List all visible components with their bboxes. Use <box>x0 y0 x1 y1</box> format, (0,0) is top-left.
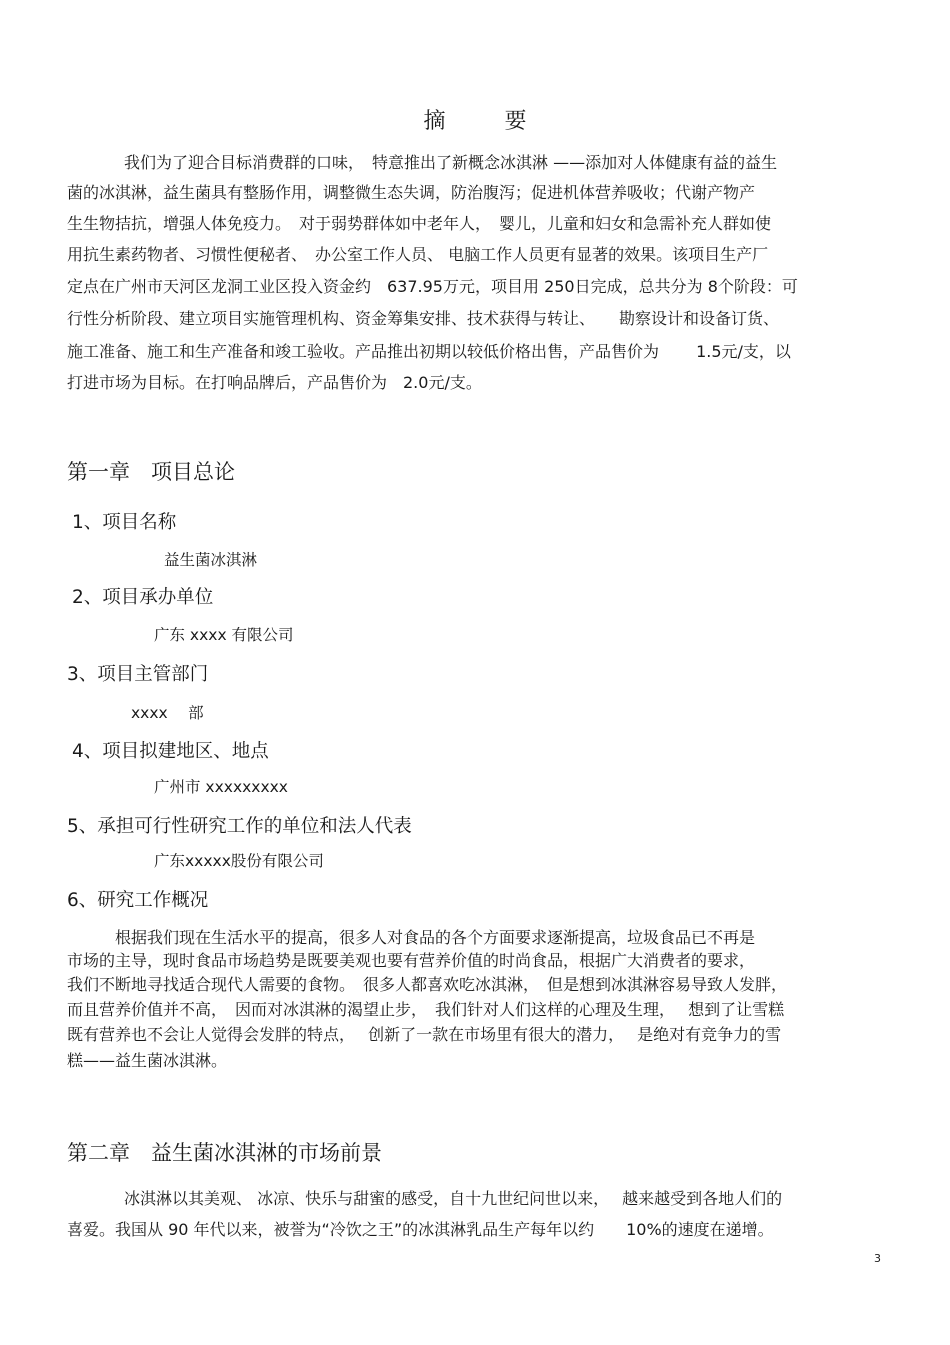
overview-line: 市场的主导，现时食品市场趋势是既要美观也要有营养价值的时尚食品，根据广大消费者的要求， <box>67 951 756 970</box>
abstract-line: 打进市场为目标。在打响品牌后，产品售价为 2.0元/支。 <box>67 373 482 392</box>
section-heading-project-name: 1、项目名称 <box>72 512 177 533</box>
abstract-line: 施工准备、施工和生产准备和竣工验收。产品推出初期以较低价格出售，产品售价为 1.5元/支，以 <box>67 342 791 361</box>
overview-line: 既有营养也不会让人觉得会发胖的特点， 创新了一款在市场里有很大的潜力， 是绝对有竞争力的雪 <box>67 1025 782 1044</box>
section-heading-location: 4、项目拟建地区、地点 <box>72 741 269 762</box>
chapter-1-heading: 第一章 项目总论 <box>67 460 235 484</box>
abstract-line: 菌的冰淇淋，益生菌具有整肠作用，调整微生态失调，防治腹泻；促进机体营养吸收；代谢产物产 <box>67 183 756 202</box>
abstract-line: 定点在广州市天河区龙洞工业区投入资金约 637.95万元，项目用 250日完成，总共分为 8个阶段：可 <box>67 277 798 296</box>
section-value-organizer: 广东 xxxx 有限公司 <box>154 626 294 644</box>
page-number: 3 <box>874 1252 881 1265</box>
chapter-2-heading: 第二章 益生菌冰淇淋的市场前景 <box>67 1141 382 1165</box>
section-heading-authority: 3、项目主管部门 <box>67 664 209 685</box>
overview-line: 而且营养价值并不高， 因而对冰淇淋的渴望止步， 我们针对人们这样的心理及生理， 想到了让雪糕 <box>67 1000 785 1019</box>
section-heading-organizer: 2、项目承办单位 <box>72 587 214 608</box>
overview-line: 我们不断地寻找适合现代人需要的食物。 很多人都喜欢吃冰淇淋， 但是想到冰淇淋容易导致人发胖， <box>67 975 788 994</box>
section-heading-research-unit: 5、承担可行性研究工作的单位和法人代表 <box>67 816 412 837</box>
section-value-location: 广州市 xxxxxxxxx <box>154 778 288 796</box>
overview-line: 根据我们现在生活水平的提高，很多人对食品的各个方面要求逐渐提高，垃圾食品已不再是 <box>115 928 756 947</box>
abstract-line: 我们为了迎合目标消费群的口味， 特意推出了新概念冰淇淋 ——添加对人体健康有益的益生 <box>124 153 778 172</box>
section-value-project-name: 益生菌冰淇淋 <box>164 551 258 569</box>
abstract-line: 用抗生素药物者、习惯性便秘者、 办公室工作人员、 电脑工作人员更有显著的效果。该项目生产厂 <box>67 245 769 264</box>
overview-line: 糕——益生菌冰淇淋。 <box>67 1051 228 1070</box>
section-value-research-unit: 广东xxxxx股份有限公司 <box>154 852 324 870</box>
chapter-2-line: 冰淇淋以其美观、 冰凉、快乐与甜蜜的感受，自十九世纪问世以来， 越来越受到各地人们的 <box>124 1189 783 1208</box>
chapter-2-line: 喜爱。我国从 90 年代以来，被誉为“冷饮之王”的冰淇淋乳品生产每年以约 10%的速度在递增。 <box>67 1220 774 1239</box>
section-heading-overview: 6、研究工作概况 <box>67 890 209 911</box>
section-value-authority: xxxx 部 <box>131 704 204 722</box>
abstract-title: 摘 要 <box>423 109 553 134</box>
abstract-line: 行性分析阶段、建立项目实施管理机构、资金筹集安排、技术获得与转让、 勘察设计和设备订货、 <box>67 309 780 328</box>
abstract-line: 生生物拮抗，增强人体免疫力。 对于弱势群体如中老年人， 婴儿，儿童和妇女和急需补充人群如使 <box>67 214 772 233</box>
